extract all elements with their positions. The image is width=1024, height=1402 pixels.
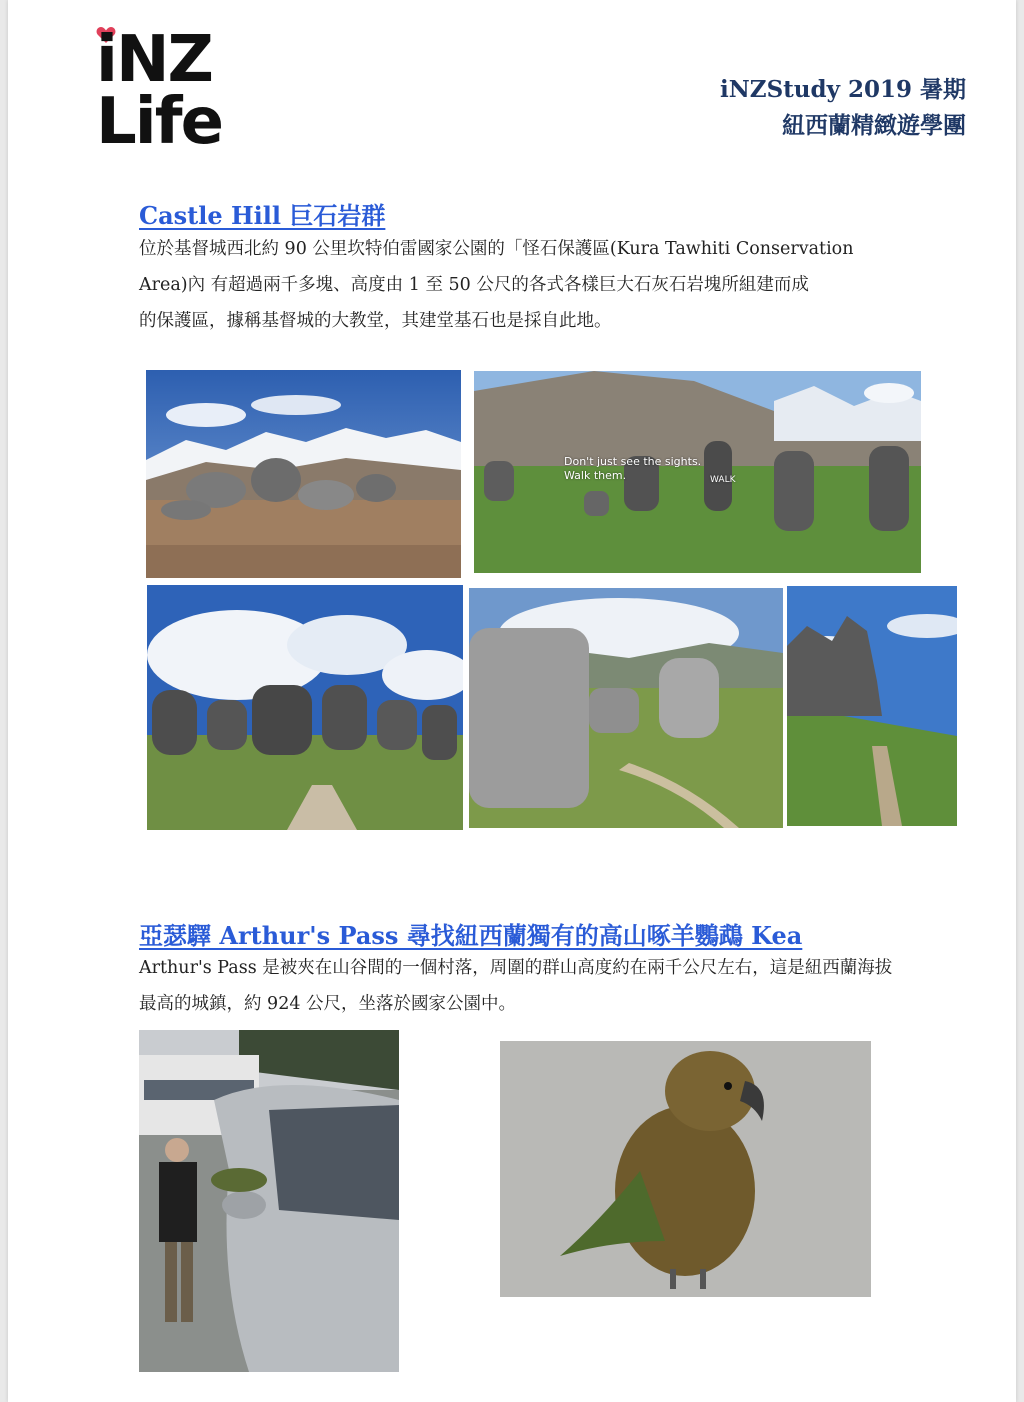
castle-hill-title-link[interactable]: Castle Hill 巨石岩群 [139, 201, 386, 230]
castle-hill-photo-snow-mountains [146, 370, 461, 578]
kea-on-car-photo [139, 1030, 399, 1372]
arthurs-pass-line1: Arthur's Pass 是被夾在山谷間的一個村落，周圍的群山高度約在兩千公尺左右，這是紐西蘭海拔 [139, 958, 893, 978]
castle-hill-description [139, 231, 853, 339]
page-header [720, 72, 966, 144]
castle-hill-line3: 的保護區，據稱基督城的大教堂，其建堂基石也是採自此地。 [139, 311, 612, 331]
walk-badge: WALK [710, 475, 736, 485]
logo-text-line2: Life [96, 85, 222, 159]
arthurs-pass-title-link[interactable]: 亞瑟驛 Arthur's Pass 尋找紐西蘭獨有的高山啄羊鸚鵡 Kea [139, 921, 803, 950]
castle-hill-line2: Area)內 有超過兩千多塊、高度由 1 至 50 公尺的各式各樣巨大石灰石岩塊所組建而成 [139, 275, 809, 295]
castle-hill-photo-rock-row [147, 585, 463, 830]
header-line2: 紐西蘭精緻遊學團 [782, 112, 966, 139]
castle-hill-photo-tall-rock [787, 586, 957, 826]
header-line1: iNZStudy 2019 暑期 [720, 76, 966, 103]
overlay-line1: Don't just see the sights. [564, 455, 702, 468]
logo-text-line1: iNZ [96, 23, 212, 97]
document-page [8, 0, 1016, 1402]
kea-parrot-photo [500, 1041, 871, 1297]
overlay-line2: Walk them. [564, 469, 627, 482]
arthurs-pass-line2: 最高的城鎮，約 924 公尺，坐落於國家公園中。 [139, 994, 517, 1014]
castle-hill-photo-path [469, 588, 783, 828]
castle-hill-photo-walk-them [474, 371, 921, 573]
inz-life-logo [96, 23, 256, 160]
castle-hill-line1: 位於基督城西北約 90 公里坎特伯雷國家公園的「怪石保護區(Kura Tawhiti Conservation [139, 239, 854, 259]
photo-overlay-caption [564, 455, 701, 483]
arthurs-pass-description [139, 950, 892, 1022]
